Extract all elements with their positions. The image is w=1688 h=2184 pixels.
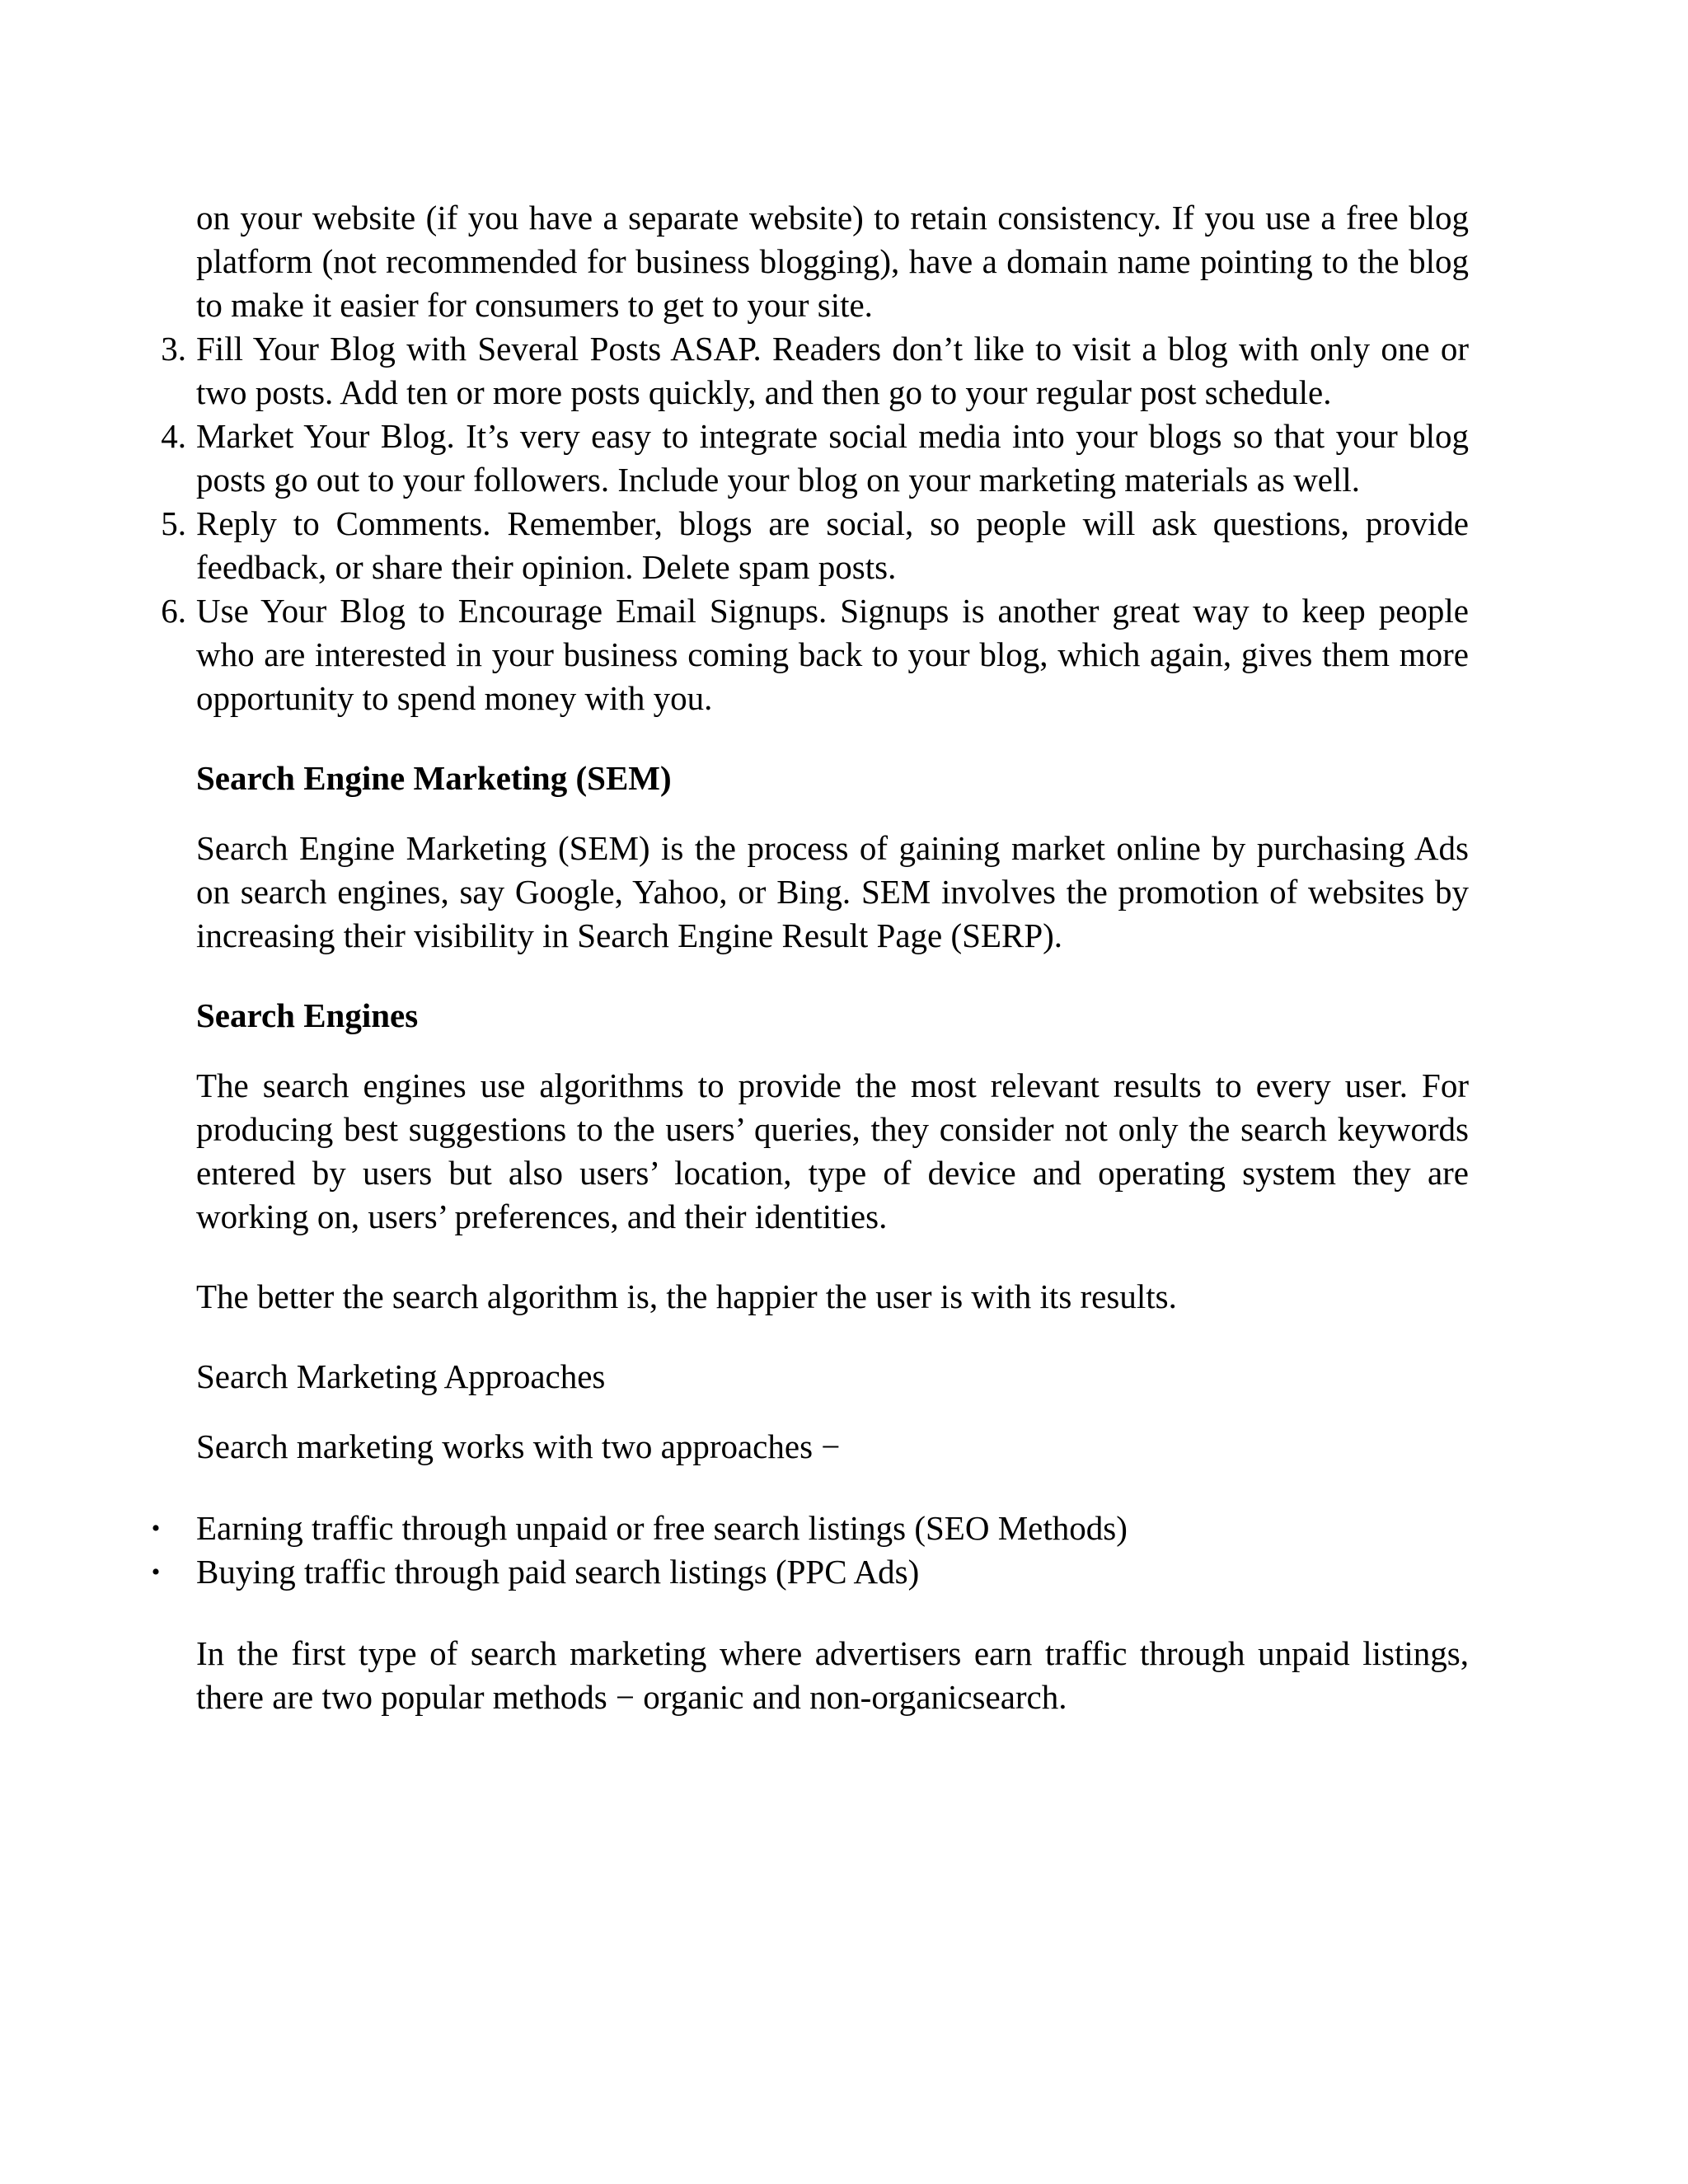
bullet-item-ppc <box>151 1550 1469 1594</box>
bullet-icon: • <box>151 1515 161 1542</box>
better-algorithm-paragraph: The better the search algorithm is, the happier the user is with its results. <box>196 1277 1177 1315</box>
list-item-number: 4. <box>161 417 186 455</box>
list-item-text: Market Your Blog. It’s very easy to integrate social media into your blogs so that your blog posts go out to your followers. Include your blog on your marketing materials as well. <box>196 417 1469 499</box>
list-item-text: Reply to Comments. Remember, blogs are social, so people will ask questions, provide feedback, or share their opinion. Delete spam posts. <box>196 504 1469 586</box>
list-item-text: Fill Your Blog with Several Posts ASAP. Readers don’t like to visit a blog with only one or two posts. Add ten or more posts quickly, and then go to your regular post schedule. <box>196 330 1469 411</box>
list-item-6 <box>161 589 1469 720</box>
list-item-5 <box>161 502 1469 589</box>
bullet-list <box>151 1507 1469 1594</box>
search-engines-heading: Search Engines <box>196 996 419 1034</box>
list-item-4 <box>161 415 1469 502</box>
final-paragraph: In the first type of search marketing where advertisers earn traffic through unpaid listings, there are two popular methods − organic and non-organicsearch. <box>196 1634 1469 1716</box>
search-engines-paragraph: The search engines use algorithms to provide the most relevant results to every user. For producing best suggestions to the users’ queries, they consider not only the search keywords entered by users but also users’ location, type of device and operating system they are working on, users’ preferences, and their identities. <box>196 1066 1469 1235</box>
sem-paragraph: Search Engine Marketing (SEM) is the process of gaining market online by purchasing Ads on search engines, say Google, Yahoo, or Bing. SEM involves the promotion of websites by increasing their visibility in Search Engine Result Page (SERP). <box>196 829 1469 954</box>
bullet-item-text: Buying traffic through paid search listings (PPC Ads) <box>196 1553 920 1591</box>
list-item-3 <box>161 327 1469 415</box>
list-item-number: 6. <box>161 592 186 630</box>
approaches-title: Search Marketing Approaches <box>196 1357 606 1395</box>
bullet-item-text: Earning traffic through unpaid or free search listings (SEO Methods) <box>196 1509 1128 1547</box>
intro-continuation-paragraph: on your website (if you have a separate website) to retain consistency. If you use a free blog platform (not recommended for business blogging), have a domain name pointing to the blog to make it easier for consumers to get to your site. <box>196 199 1469 324</box>
sem-heading: Search Engine Marketing (SEM) <box>196 759 672 797</box>
bullet-item-seo <box>151 1507 1469 1550</box>
list-item-text: Use Your Blog to Encourage Email Signups. Signups is another great way to keep people who are interested in your business coming back to your blog, which again, gives them more opportunity to spend money with you. <box>196 592 1469 717</box>
bullet-icon: • <box>151 1558 161 1586</box>
list-item-number: 3. <box>161 330 186 368</box>
list-item-number: 5. <box>161 504 186 542</box>
numbered-list <box>161 327 1469 720</box>
page-content <box>151 196 1469 1719</box>
approaches-intro: Search marketing works with two approaches − <box>196 1427 841 1465</box>
